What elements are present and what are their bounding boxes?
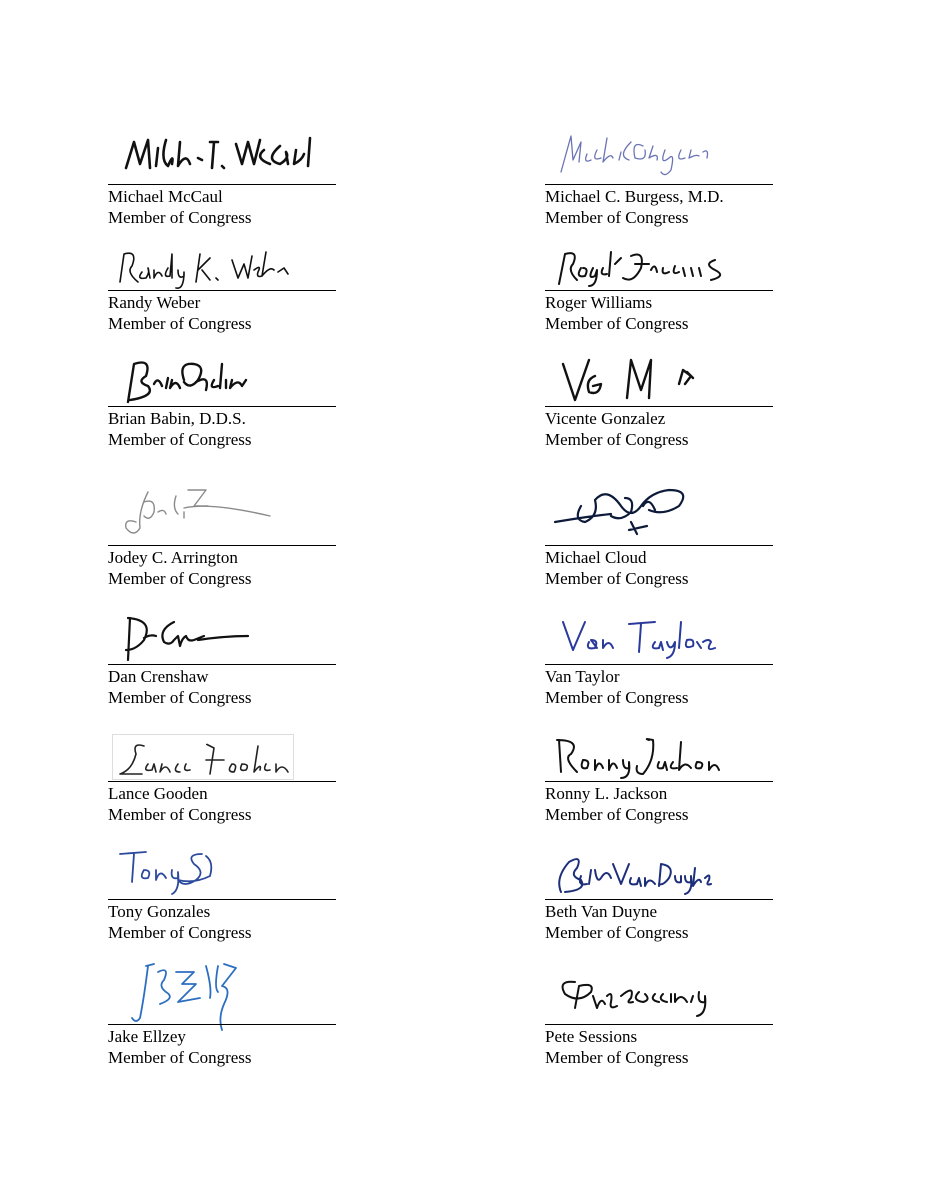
- handwritten-signature: [551, 240, 771, 292]
- signer-name: Lance Gooden: [108, 784, 208, 803]
- signer-title: Member of Congress: [545, 805, 689, 824]
- signer-title: Member of Congress: [545, 208, 689, 227]
- signature-block: [108, 606, 336, 706]
- signer-title: Member of Congress: [545, 1048, 689, 1067]
- signer-name: Jake Ellzey: [108, 1027, 186, 1046]
- signer-title: Member of Congress: [108, 430, 252, 449]
- signer-name: Roger Williams: [545, 293, 653, 312]
- signer-title: Member of Congress: [545, 569, 689, 588]
- signer-name: Ronny L. Jackson: [545, 784, 668, 803]
- signer-name: Vicente Gonzalez: [545, 409, 666, 428]
- signer-name: Randy Weber: [108, 293, 201, 312]
- signature-block: [545, 128, 773, 228]
- signer-title: Member of Congress: [108, 1048, 252, 1067]
- signature-block: [545, 606, 773, 706]
- signature-block: [108, 350, 336, 450]
- signer-title: Member of Congress: [108, 805, 252, 824]
- signature-block: [545, 350, 773, 450]
- handwritten-signature: [551, 970, 771, 1024]
- signer-name: Jodey C. Arrington: [108, 548, 238, 567]
- signer-name: Michael Cloud: [545, 548, 647, 567]
- signature-block: [108, 128, 336, 228]
- signer-title: Member of Congress: [108, 208, 252, 227]
- handwritten-signature: [114, 842, 334, 900]
- handwritten-signature: [551, 612, 771, 664]
- signer-title: Member of Congress: [108, 688, 252, 707]
- signature-block: [108, 966, 336, 1066]
- handwritten-signature: [114, 482, 334, 546]
- signer-name: Dan Crenshaw: [108, 667, 209, 686]
- signer-name: Beth Van Duyne: [545, 902, 658, 921]
- signer-name: Brian Babin, D.D.S.: [108, 409, 246, 428]
- signer-title: Member of Congress: [545, 314, 689, 333]
- signature-block: [545, 234, 773, 334]
- signature-block: [545, 966, 773, 1066]
- signature-block: [108, 234, 336, 334]
- handwritten-signature: [114, 242, 334, 292]
- handwritten-signature: [551, 730, 771, 782]
- signer-title: Member of Congress: [545, 688, 689, 707]
- signature-block: [108, 724, 336, 824]
- handwritten-signature: [551, 476, 771, 546]
- signature-block: [108, 842, 336, 942]
- signer-name: Michael C. Burgess, M.D.: [545, 187, 724, 206]
- signature-block: [108, 488, 336, 588]
- signer-title: Member of Congress: [545, 430, 689, 449]
- signer-name: Tony Gonzales: [108, 902, 211, 921]
- signer-title: Member of Congress: [108, 314, 252, 333]
- handwritten-signature: [114, 732, 334, 782]
- signature-block: [545, 842, 773, 942]
- signer-name: Van Taylor: [545, 667, 620, 686]
- handwritten-signature: [551, 350, 771, 408]
- handwritten-signature: [551, 848, 771, 900]
- signer-title: Member of Congress: [108, 923, 252, 942]
- signer-name: Michael McCaul: [108, 187, 223, 206]
- signer-name: Pete Sessions: [545, 1027, 638, 1046]
- signature-block: [545, 724, 773, 824]
- handwritten-signature: [114, 350, 334, 408]
- handwritten-signature: [551, 128, 771, 184]
- signer-title: Member of Congress: [108, 569, 252, 588]
- handwritten-signature: [114, 130, 334, 184]
- signature-block: [545, 488, 773, 588]
- handwritten-signature: [114, 606, 334, 664]
- signer-title: Member of Congress: [545, 923, 689, 942]
